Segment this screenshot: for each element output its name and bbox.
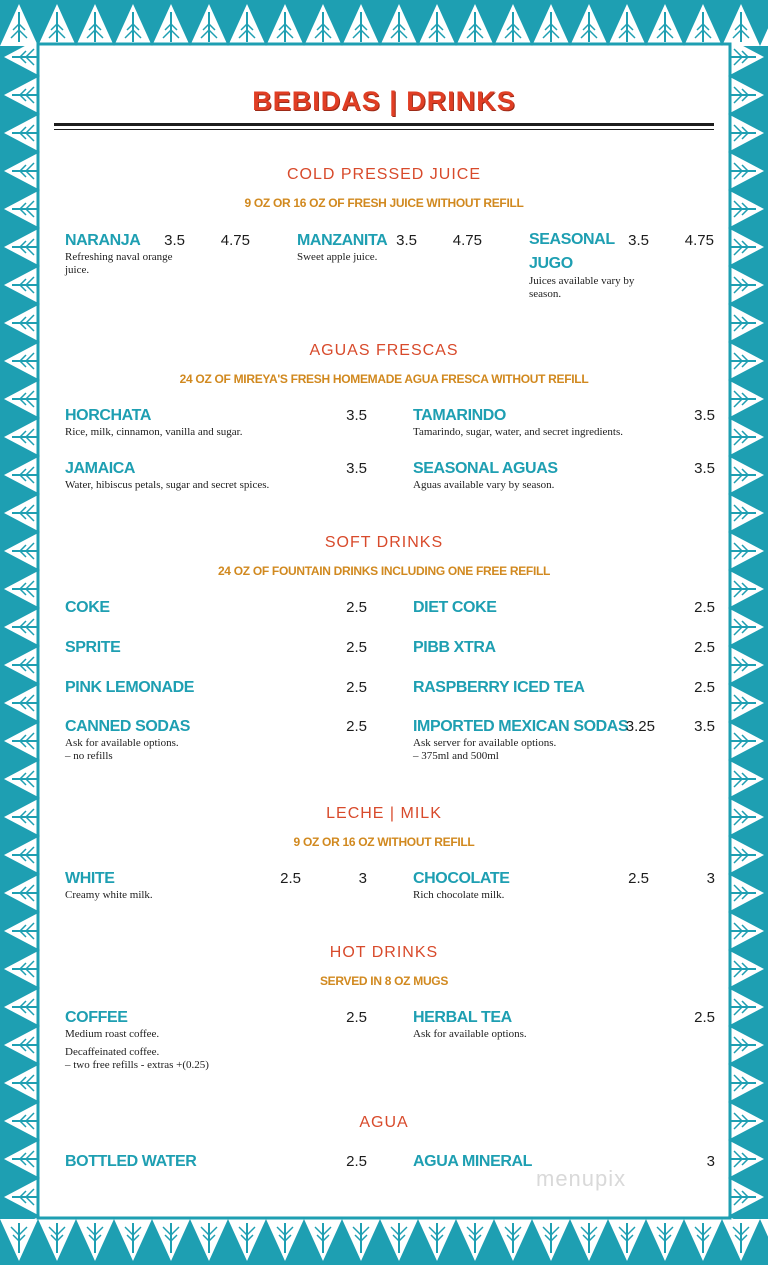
item-price-large: 4.75 [684,232,714,249]
item-price: 2.5 [346,639,367,656]
item-description: Tamarindo, sugar, water, and secret ingredients. [413,426,624,438]
section-subtitle-hot-drinks: SERVED IN 8 OZ MUGS [319,974,449,988]
item-name: MANZANITA [297,232,388,249]
item-name: TAMARINDO [413,407,506,424]
item-price-large: 3.5 [694,718,715,735]
item-price: 3 [706,1153,715,1170]
item-name: CHOCOLATE [413,870,510,887]
section-title-aguas-frescas: AGUAS FRESCAS [309,342,459,359]
item-description: Juices available vary by season. [529,275,635,300]
item-price: 2.5 [346,679,367,696]
section-title-soft-drinks: SOFT DRINKS [324,534,444,551]
item-description: Sweet apple juice. [297,251,378,263]
section-title-milk: LECHE | MILK [326,805,442,822]
menupix-watermark: menupix [536,1166,627,1191]
item-name: COFFEE [65,1009,128,1026]
item-name: WHITE [65,870,115,887]
item-description-note: – two free refills - extras +(0.25) [65,1059,209,1071]
item-price-small: 3.25 [625,718,655,735]
item-price-large: 4.75 [220,232,250,249]
item-description: Ask for available options. [65,737,179,749]
item-description-note: – 375ml and 500ml [413,750,499,762]
item-price: 3.5 [694,460,715,477]
item-name: SEASONAL JUGO [529,231,615,272]
item-name: NARANJA [65,232,141,249]
item-description: Aguas available vary by season. [413,479,555,491]
item-name: SEASONAL AGUAS [413,460,558,477]
section-subtitle-soft-drinks: 24 OZ OF FOUNTAIN DRINKS INCLUDING ONE FREE REFILL [217,564,551,578]
section-subtitle-milk: 9 OZ OR 16 OZ WITHOUT REFILL [293,835,475,849]
item-name: SPRITE [65,639,121,656]
title-divider [54,123,714,126]
menu-panel [40,46,728,1216]
item-price-small: 3.5 [396,232,417,249]
item-description-note: – no refills [65,750,113,762]
item-name: HORCHATA [65,407,151,424]
item-price-large: 4.75 [452,232,482,249]
item-description: Creamy white milk. [65,889,153,901]
item-name: RASPBERRY ICED TEA [413,679,585,696]
item-price: 2.5 [694,1009,715,1026]
section-title-hot-drinks: HOT DRINKS [329,944,439,961]
item-description: Ask for available options. [413,1028,527,1040]
item-description: Ask server for available options. [413,737,557,749]
item-price-small: 3.5 [628,232,649,249]
item-description: Refreshing naval orange juice. [65,251,173,276]
page-title: BEBIDAS | DRINKS [252,86,516,116]
item-price: 3.5 [694,407,715,424]
item-name: DIET COKE [413,599,497,616]
item-name: AGUA MINERAL [413,1153,533,1170]
item-price: 2.5 [346,599,367,616]
section-subtitle-cold-pressed-juice: 9 OZ OR 16 OZ OF FRESH JUICE WITHOUT REFILL [244,196,524,210]
item-name: PINK LEMONADE [65,679,195,696]
item-price-large: 3 [358,870,367,887]
section-subtitle-aguas-frescas: 24 OZ OF MIREYA'S FRESH HOMEMADE AGUA FRESCA WITHOUT REFILL [179,372,589,386]
item-price: 2.5 [346,718,367,735]
item-price: 2.5 [694,679,715,696]
item-description: Rich chocolate milk. [413,889,505,901]
item-price-small: 2.5 [280,870,301,887]
item-price-small: 3.5 [164,232,185,249]
item-description-decaf: Decaffeinated coffee. [65,1046,160,1058]
item-description: Water, hibiscus petals, sugar and secret spices. [65,479,270,491]
item-price: 2.5 [346,1009,367,1026]
item-description: Medium roast coffee. [65,1028,160,1040]
item-description: Rice, milk, cinnamon, vanilla and sugar. [65,426,243,438]
item-price: 3.5 [346,460,367,477]
item-price: 3.5 [346,407,367,424]
item-price-small: 2.5 [628,870,649,887]
item-price: 2.5 [694,599,715,616]
item-price-large: 3 [706,870,715,887]
item-name: HERBAL TEA [413,1009,512,1026]
title-divider-thin [54,129,714,130]
item-name: CANNED SODAS [65,718,190,735]
item-price: 2.5 [694,639,715,656]
item-price: 2.5 [346,1153,367,1170]
item-name: JAMAICA [65,460,136,477]
item-name: BOTTLED WATER [65,1153,197,1170]
section-title-agua: AGUA [359,1114,409,1131]
item-name: COKE [65,599,110,616]
section-title-cold-pressed-juice: COLD PRESSED JUICE [286,166,482,183]
item-name: IMPORTED MEXICAN SODAS [413,718,629,735]
item-name: PIBB XTRA [413,639,496,656]
